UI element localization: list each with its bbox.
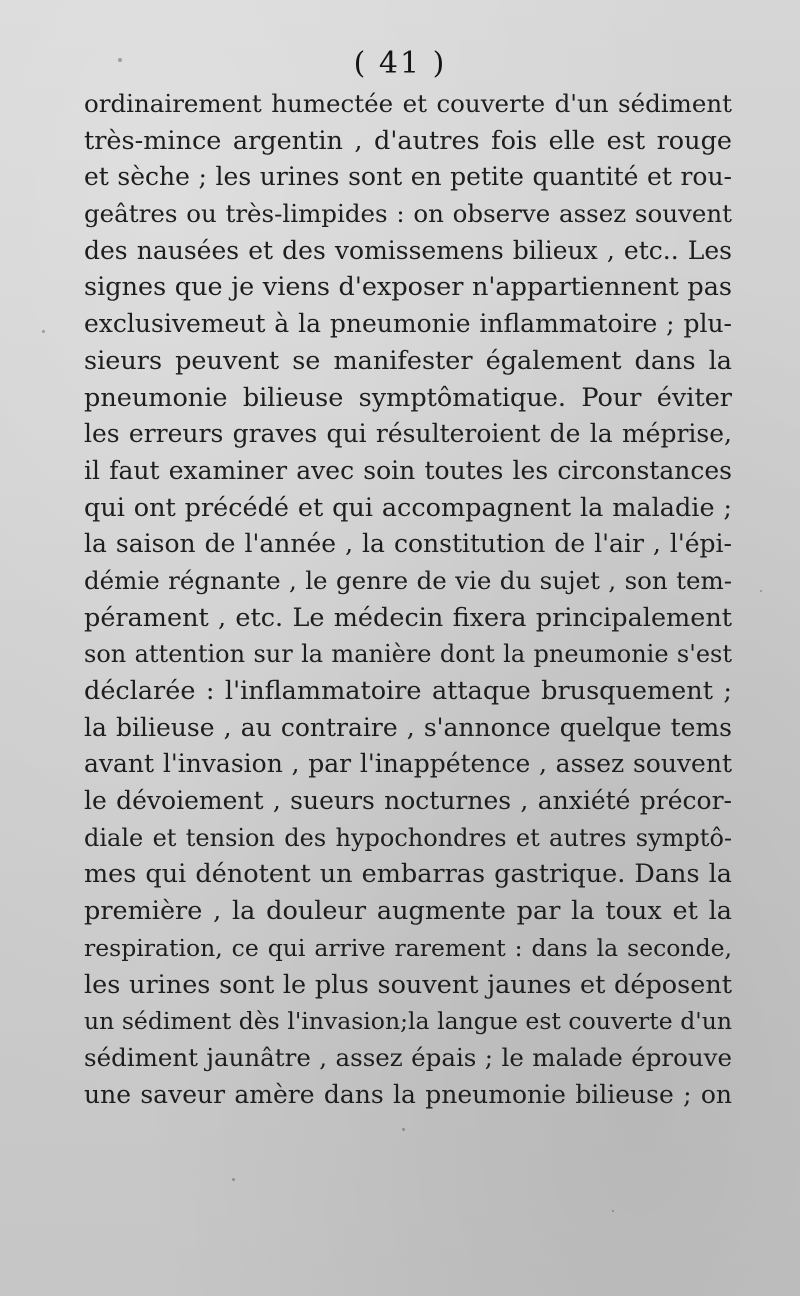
text-line: sieurs peuvent se manifester également dans la	[84, 345, 732, 376]
paper-speck	[760, 590, 762, 592]
text-line: démie régnante , le genre de vie du sujet , son tem-	[84, 565, 732, 595]
paper-speck	[402, 1128, 405, 1131]
text-line: pneumonie bilieuse symptômatique. Pour éviter	[84, 382, 732, 413]
text-line: diale et tension des hypochondres et autres symptô-	[84, 823, 732, 852]
text-line: geâtres ou très-limpides : on observe assez souvent	[84, 199, 732, 229]
text-line: son attention sur la manière dont la pneumonie s'est	[84, 640, 732, 669]
paper-speck	[232, 1178, 235, 1181]
text-line: respiration, ce qui arrive rarement : dans la seconde,	[84, 933, 732, 962]
text-line: le dévoiement , sueurs nocturnes , anxiété précor-	[84, 786, 732, 816]
text-line: il faut examiner avec soin toutes les circonstances	[84, 455, 732, 485]
text-line: première , la douleur augmente par la toux et la	[84, 896, 732, 927]
text-line: mes qui dénotent un embarras gastrique. Dans la	[84, 859, 732, 890]
text-line: une saveur amère dans la pneumonie bilieuse ; on	[84, 1079, 732, 1109]
page-number: ( 41 )	[353, 46, 447, 81]
paper-speck	[118, 58, 122, 62]
text-line: et sèche ; les urines sont en petite quantité et rou-	[84, 162, 732, 192]
text-line: signes que je viens d'exposer n'appartiennent pas	[84, 272, 732, 303]
text-line: pérament , etc. Le médecin fixera principalement	[84, 602, 732, 633]
text-line: ordinairement humectée et couverte d'un sédiment	[84, 89, 732, 118]
text-line: déclarée : l'inflammatoire attaque brusquement ;	[84, 676, 732, 706]
paper-speck	[42, 330, 45, 333]
text-line: très-mince argentin , d'autres fois elle est rouge	[84, 125, 732, 156]
text-line: la saison de l'année , la constitution de l'air , l'épi-	[84, 529, 732, 559]
text-line: les erreurs graves qui résulteroient de la méprise,	[84, 419, 732, 449]
body-text	[84, 86, 732, 1113]
text-line: qui ont précédé et qui accompagnent la maladie ;	[84, 492, 732, 523]
text-line: exclusivemeut à la pneumonie inflammatoire ; plu-	[84, 309, 732, 339]
paper-speck	[612, 1210, 614, 1212]
text-line: sédiment jaunâtre , assez épais ; le malade éprouve	[84, 1042, 732, 1072]
text-line: des nausées et des vomissemens bilieux , etc.. Les	[84, 235, 732, 265]
text-line: un sédiment dès l'invasion;la langue est couverte d'un	[84, 1007, 732, 1036]
text-line: les urines sont le plus souvent jaunes et déposent	[84, 969, 732, 1000]
text-line: la bilieuse , au contraire , s'annonce quelque tems	[84, 712, 732, 742]
text-line: avant l'invasion , par l'inappétence , assez souvent	[84, 749, 732, 779]
